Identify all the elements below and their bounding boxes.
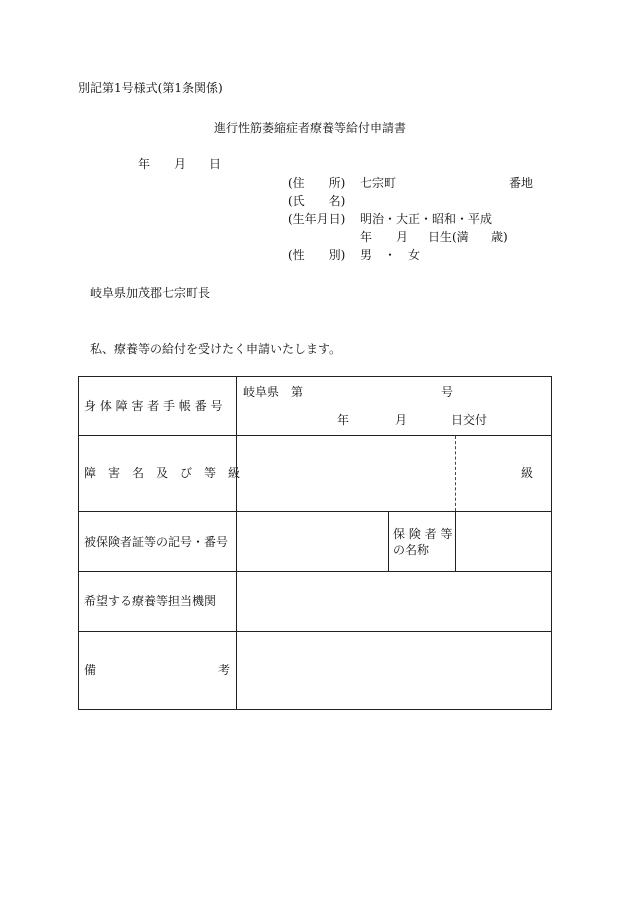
date-month: 月 — [174, 157, 187, 171]
birth-label: (生年月日) — [288, 212, 346, 226]
date-year: 年 — [138, 157, 151, 171]
insurer-rule-left — [388, 511, 389, 571]
sex-label: (性 別) — [288, 248, 346, 262]
insurer-name-label-2: の名称 — [393, 543, 430, 557]
insurer-name-label-1: 保 険 者 等 — [393, 527, 453, 541]
insurance-card-label: 被保険者証等の記号・番号 — [84, 535, 229, 549]
disability-grade-label: 障 害 名 及 び 等 級 — [84, 466, 241, 480]
addressee: 岐阜県加茂郡七宗町長 — [90, 286, 211, 300]
form-reference: 別記第1号様式(第1条関係) — [78, 81, 223, 95]
table-rule-1 — [78, 435, 552, 436]
table-rule-4 — [78, 631, 552, 632]
table-rule-3 — [78, 571, 552, 572]
grade-divider — [455, 436, 456, 511]
sex-options: 男 ・ 女 — [360, 248, 421, 262]
issue-day: 日交付 — [451, 413, 488, 427]
request-text: 私、療養等の給付を受けたく申請いたします。 — [90, 342, 342, 356]
birth-age-close: 歳) — [491, 230, 508, 244]
form-title: 進行性筋萎縮症者療養等給付申請書 — [214, 121, 407, 135]
handbook-prefecture: 岐阜県 第 — [243, 385, 304, 399]
name-label: (氏 名) — [288, 194, 346, 208]
address-suffix: 番地 — [509, 176, 534, 190]
table-rule-2 — [78, 511, 552, 512]
remarks-label-left: 備 — [84, 663, 97, 677]
issue-year: 年 — [337, 413, 350, 427]
grade-suffix: 級 — [521, 466, 534, 480]
care-institution-label: 希望する療養等担当機関 — [84, 594, 217, 608]
birth-eras: 明治・大正・昭和・平成 — [360, 212, 493, 226]
table-column-rule — [236, 376, 237, 710]
remarks-label-right: 考 — [218, 663, 231, 677]
birth-month: 月 — [396, 230, 409, 244]
insurer-rule-right — [455, 511, 456, 571]
handbook-number-label: 身 体 障 害 者 手 帳 番 号 — [84, 399, 223, 413]
address-value: 七宗町 — [360, 176, 397, 190]
address-label: (住 所) — [288, 176, 346, 190]
issue-month: 月 — [395, 413, 408, 427]
birth-day-age: 日生(満 — [428, 230, 469, 244]
handbook-number-suffix: 号 — [441, 385, 454, 399]
date-day: 日 — [209, 157, 222, 171]
birth-year: 年 — [360, 230, 373, 244]
